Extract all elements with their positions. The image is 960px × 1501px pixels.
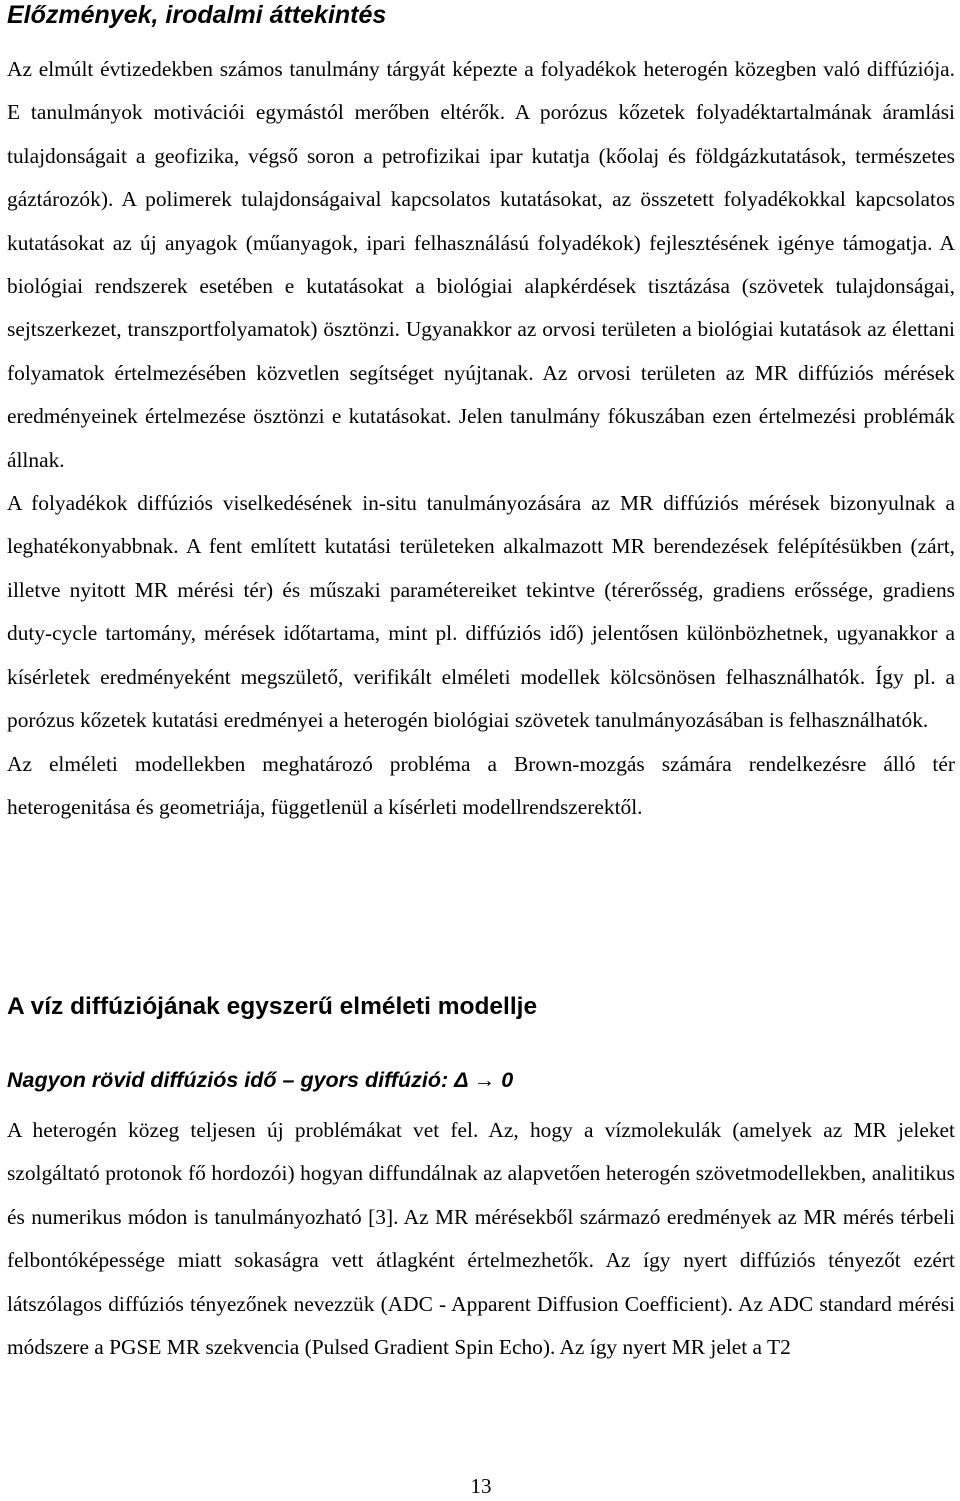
paragraph-2: A folyadékok diffúziós viselkedésének in-situ tanulmányozására az MR diffúziós mérések bizonyulnak a leghatékonyabbnak. A fent említett kutatási területeken alkalmazott MR berendezések felépítésükben (zárt, illetve nyitott MR mérési tér) és műszaki paramétereiket tekintve (térerősség, gradiens erőssége, gradiens duty-cycle tartomány, mérések időtartama, mint pl. diffúziós idő) jelentősen különbözhetnek, ugyanakkor a kísérletek eredményeként megszülető, verifikált elméleti modellek kölcsönösen felhasználhatók. Így pl. a porózus kőzetek kutatási eredményei a heterogén biológiai szövetek tanulmányozásában is felhasználhatók. [7, 491, 955, 733]
paragraph-3: Az elméleti modellekben meghatározó probléma a Brown-mozgás számára rendelkezésre álló tér heterogenitása és geometriája, függetlenül a kísérleti modellrendszerektől. [7, 751, 955, 819]
short-diffusion-heading: Nagyon rövid diffúziós idő – gyors diffúzió: Δ → 0 [7, 1068, 514, 1092]
model-block [7, 1109, 955, 1369]
page-number: 13 [470, 1474, 492, 1498]
paragraph-4: A heterogén közeg teljesen új problémákat vet fel. Az, hogy a vízmolekulák (amelyek az MR jeleket szolgáltató protonok fő hordozói) hogyan diffundálnak az alapvetően heterogén szövetmodellekben, analitikus és numerikus módon is tanulmányozható [3]. Az MR mérésekből származó eredmények az MR mérés térbeli felbontóképessége miatt sokaságra vett átlagként értelmezhetők. Az így nyert diffúziós tényezőt ezért látszólagos diffúziós tényezőnek nevezzük (ADC - Apparent Diffusion Coefficient). Az ADC standard mérési módszere a PGSE MR szekvencia (Pulsed Gradient Spin Echo). Az így nyert MR jelet a T2 [7, 1118, 955, 1360]
paragraph-1: Az elmúlt évtizedekben számos tanulmány tárgyát képezte a folyadékok heterogén közegben való diffúziója. E tanulmányok motivációi egymástól merőben eltérők. A porózus kőzetek folyadéktartalmának áramlási tulajdonságait a geofizika, végső soron a petrofizikai ipar kutatja (kőolaj és földgázkutatások, természetes gáztározók). A polimerek tulajdonságaival kapcsolatos kutatásokat, az összetett folyadékokkal kapcsolatos kutatásokat az új anyagok (műanyagok, ipari felhasználású folyadékok) fejlesztésének igénye támogatja. A biológiai rendszerek esetében e kutatásokat a biológiai alapkérdések tisztázása (szövetek tulajdonságai, sejtszerkezet, transzportfolyamatok) ösztönzi. Ugyanakkor az orvosi területen a biológiai kutatások az élettani folyamatok értelmezésében közvetlen segítséget nyújtanak. Az orvosi területen az MR diffúziós mérések eredményeinek értelmezése ösztönzi e kutatásokat. Jelen tanulmány fókuszában ezen értelmezési problémák állnak. [7, 57, 955, 472]
section-title: Előzmények, irodalmi áttekintés [7, 1, 387, 29]
intro-block [7, 48, 955, 829]
model-heading: A víz diffúziójának egyszerű elméleti modellje [7, 993, 538, 1020]
